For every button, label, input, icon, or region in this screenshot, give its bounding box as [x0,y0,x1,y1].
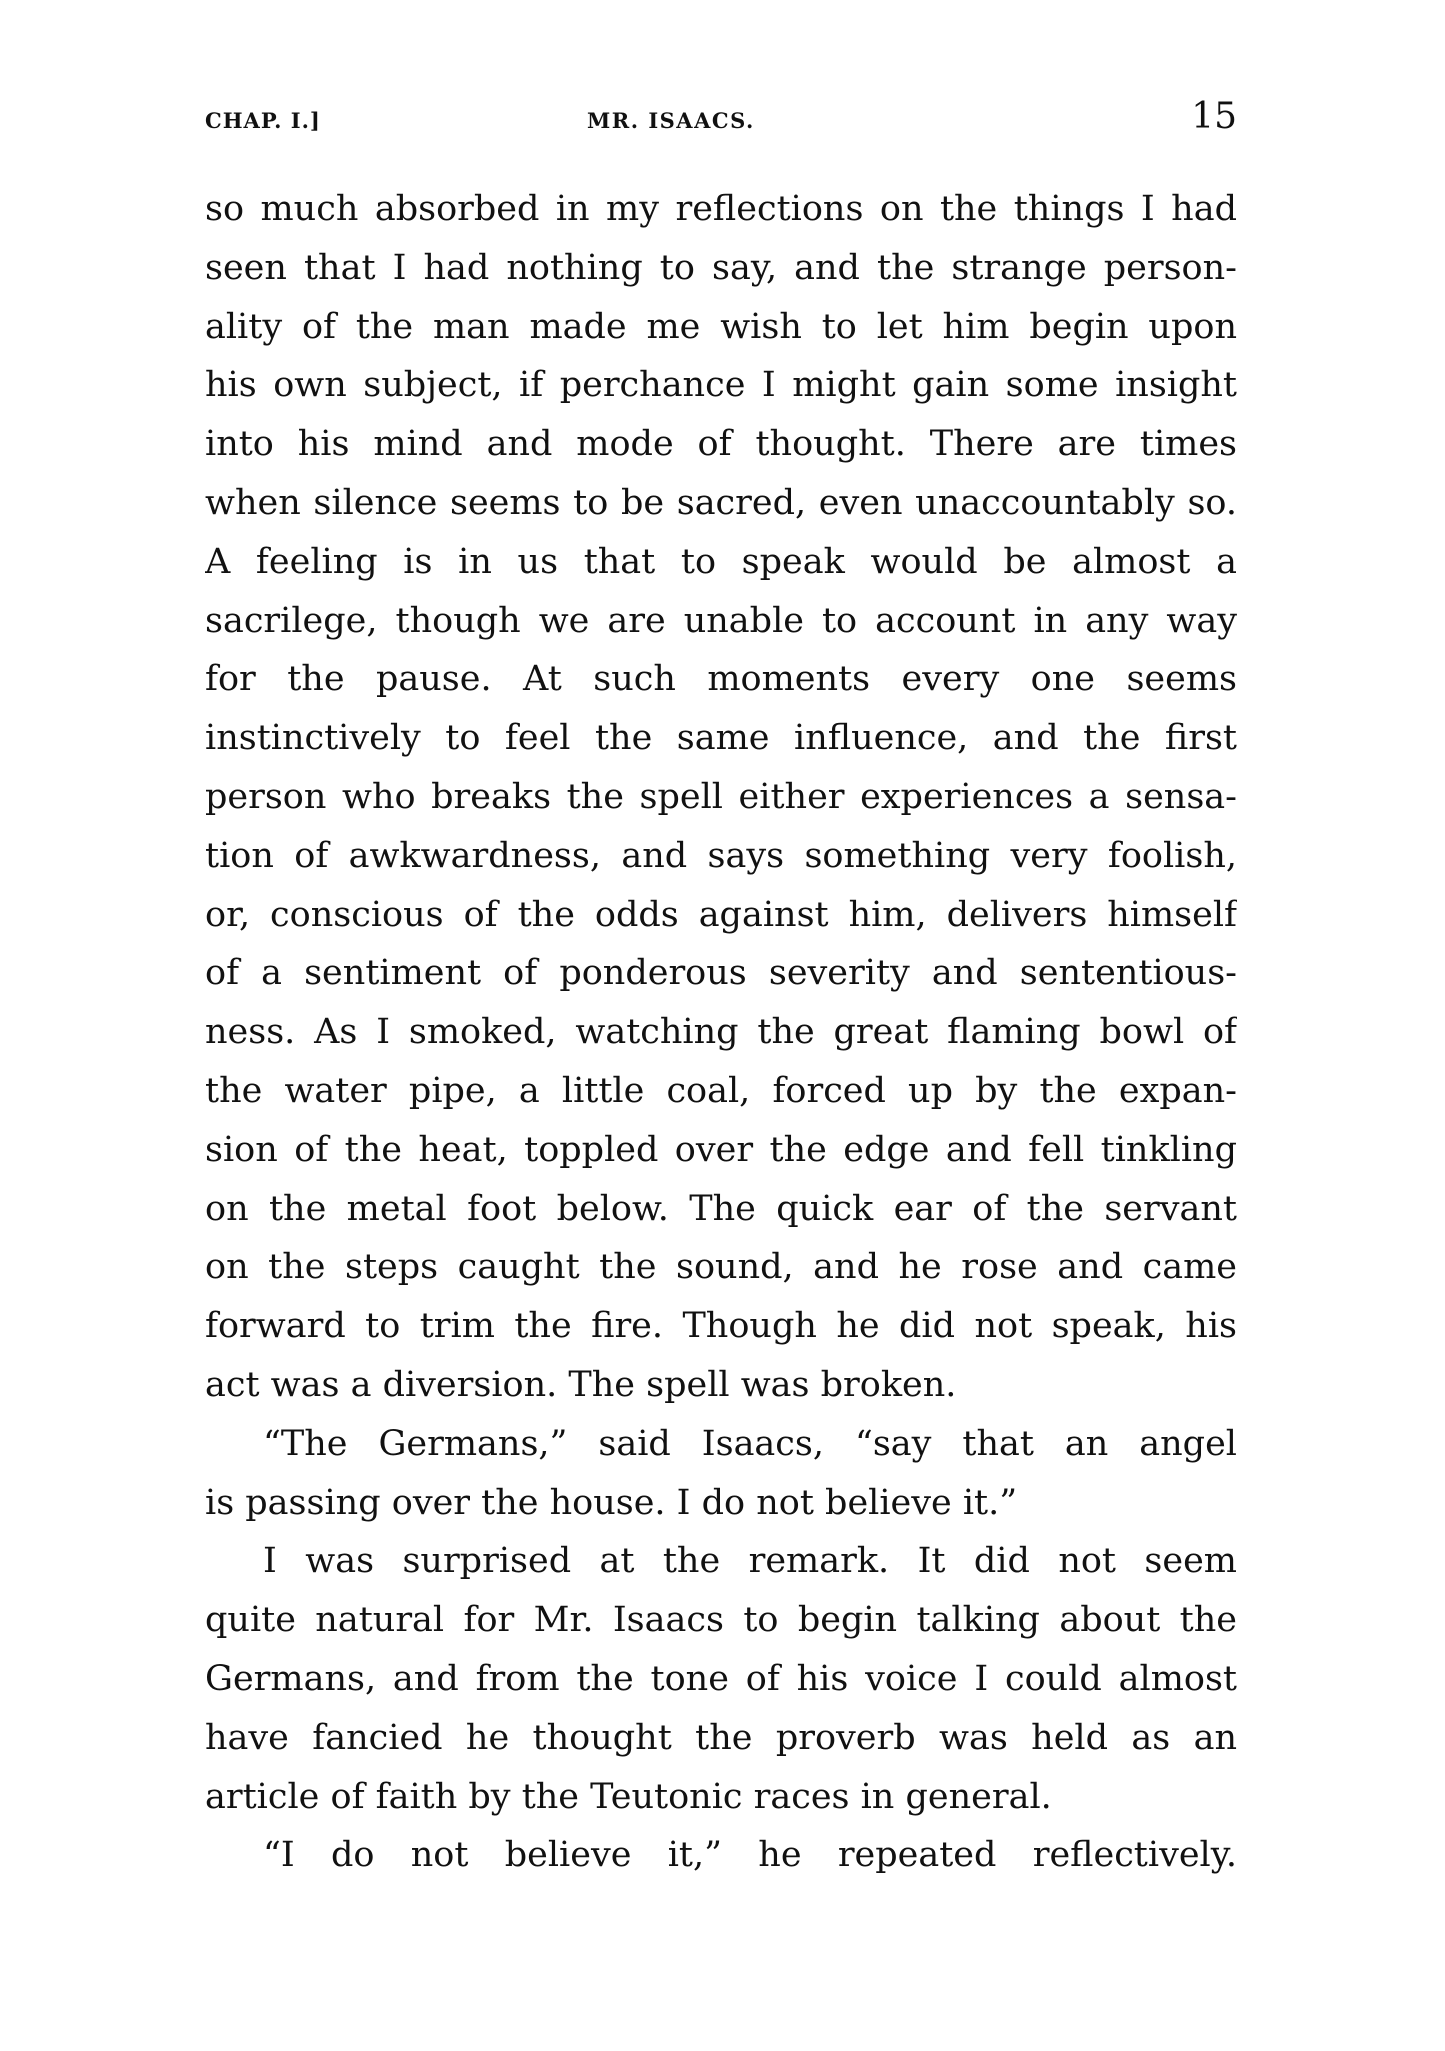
text-line: quite natural for Mr. Isaacs to begin talking about the [205,1600,1237,1641]
text-line: act was a diversion. The spell was broken. [205,1364,957,1405]
text-line: for the pause. At such moments every one seems [205,659,1237,700]
book-title: MR. ISAACS. [587,108,755,133]
text-line: forward to trim the fire. Though he did not speak, his [205,1306,1237,1347]
text-line: into his mind and mode of thought. There are times [205,424,1237,465]
text-line: when silence seems to be sacred, even unaccountably so. [205,482,1237,523]
text-line: on the metal foot below. The quick ear of the servant [205,1188,1237,1229]
text-line: ness. As I smoked, watching the great flaming bowl of [205,1012,1237,1053]
text-line: article of faith by the Teutonic races in general. [205,1776,1052,1817]
text-line: on the steps caught the sound, and he rose and came [205,1247,1237,1288]
text-line: so much absorbed in my reflections on the things I had [205,189,1237,229]
body-text [205,180,1237,1885]
text-line: ality of the man made me wish to let him begin upon [205,306,1237,347]
text-line: or, conscious of the odds against him, delivers himself [205,894,1237,935]
text-line: of a sentiment of ponderous severity and sententious- [205,953,1237,994]
text-line: sion of the heat, toppled over the edge and fell tinkling [205,1129,1237,1170]
text-line: A feeling is in us that to speak would be almost a [205,541,1237,582]
text-line: have fancied he thought the proverb was held as an [205,1717,1237,1758]
text-line: his own subject, if perchance I might gain some insight [205,365,1237,406]
page-number: 15 [1191,96,1237,137]
running-head [205,96,1237,140]
text-line: Germans, and from the tone of his voice I could almost [205,1658,1237,1699]
text-line: the water pipe, a little coal, forced up by the expan- [205,1070,1237,1111]
text-line: sacrilege, though we are unable to account in any way [205,600,1237,641]
text-line: I was surprised at the remark. It did not seem [263,1541,1237,1582]
text-line: seen that I had nothing to say, and the strange person- [205,247,1237,288]
text-line: is passing over the house. I do not believe it.” [205,1482,1018,1523]
text-line: person who breaks the spell either experiences a sensa- [205,776,1237,817]
text-line: “The Germans,” said Isaacs, “say that an angel [263,1423,1237,1464]
text-line: instinctively to feel the same influence, and the first [205,718,1237,759]
text-line: tion of awkwardness, and says something very foolish, [205,835,1237,876]
chapter-label: CHAP. I.] [205,108,321,133]
text-line: “I do not believe it,” he repeated reflectively. [263,1835,1237,1876]
